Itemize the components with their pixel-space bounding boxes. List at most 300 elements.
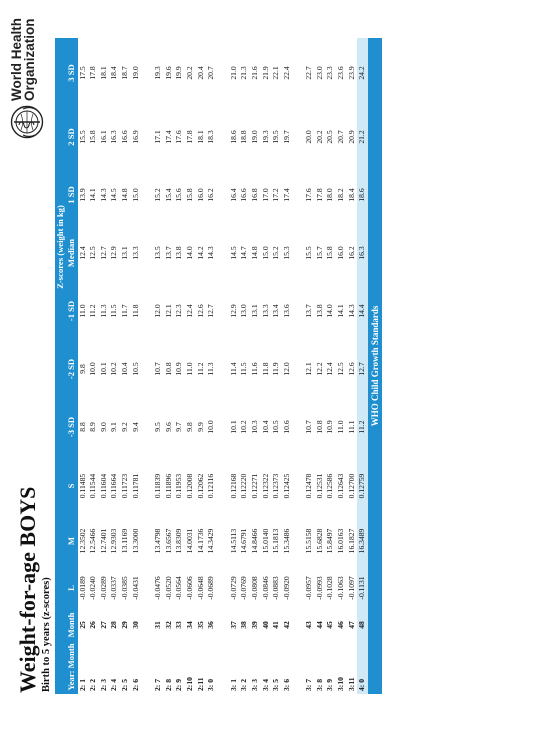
cell-s: 0.12759 — [357, 456, 368, 516]
cell-minus2sd: 11.0 — [185, 340, 196, 398]
cell-plus2sd: 16.3 — [109, 108, 120, 166]
cell-month: 35 — [196, 610, 207, 640]
cell-plus2sd: 16.9 — [131, 108, 142, 166]
cell-month: 34 — [185, 610, 196, 640]
cell-year-month: 3: 8 — [315, 640, 326, 694]
table-row — [261, 38, 272, 694]
cell-plus3sd: 22.7 — [304, 38, 315, 108]
who-emblem-icon — [10, 105, 44, 139]
cell-plus3sd: 20.4 — [196, 38, 207, 108]
cell-m: 13.6567 — [164, 516, 175, 566]
table-row — [88, 38, 99, 694]
organization-name — [10, 18, 36, 101]
cell-l: -0.0240 — [88, 566, 99, 610]
cell-s: 0.12586 — [325, 456, 336, 516]
cell-minus1sd: 13.6 — [282, 282, 293, 340]
cell-l: -0.1131 — [357, 566, 368, 610]
cell-l: -0.0808 — [250, 566, 261, 610]
cell-l: -0.0564 — [174, 566, 185, 610]
cell-minus1sd: 11.7 — [120, 282, 131, 340]
cell-s: 0.12116 — [206, 456, 217, 516]
cell-year-month: 2: 5 — [120, 640, 131, 694]
cell-median: 14.5 — [229, 224, 240, 282]
cell-minus2sd: 12.2 — [315, 340, 326, 398]
cell-plus1sd: 15.4 — [164, 166, 175, 224]
cell-minus1sd: 12.4 — [185, 282, 196, 340]
cell-year-month: 3: 6 — [282, 640, 293, 694]
cell-minus2sd: 12.1 — [304, 340, 315, 398]
cell-plus3sd: 21.3 — [239, 38, 250, 108]
cell-s: 0.11485 — [78, 456, 89, 516]
cell-minus2sd: 12.0 — [282, 340, 293, 398]
cell-plus2sd: 21.2 — [357, 108, 368, 166]
cell-month: 46 — [336, 610, 347, 640]
cell-m: 15.8497 — [325, 516, 336, 566]
cell-month: 44 — [315, 610, 326, 640]
cell-l: -0.0385 — [120, 566, 131, 610]
cell-median: 15.3 — [282, 224, 293, 282]
cell-l: -0.0769 — [239, 566, 250, 610]
cell-m: 13.3000 — [131, 516, 142, 566]
cell-median: 12.7 — [99, 224, 110, 282]
cell-minus2sd: 10.0 — [88, 340, 99, 398]
column-header-row — [66, 38, 78, 694]
col-header-month: Month — [66, 610, 78, 640]
cell-minus1sd: 13.7 — [304, 282, 315, 340]
cell-minus3sd: 9.0 — [99, 398, 110, 456]
cell-median: 15.0 — [261, 224, 272, 282]
cell-s: 0.12373 — [271, 456, 282, 516]
cell-plus1sd: 17.2 — [271, 166, 282, 224]
cell-m: 15.3486 — [282, 516, 293, 566]
cell-month: 26 — [88, 610, 99, 640]
cell-s: 0.11723 — [120, 456, 131, 516]
table-row — [325, 38, 336, 694]
cell-plus2sd: 15.8 — [88, 108, 99, 166]
cell-minus2sd: 10.8 — [164, 340, 175, 398]
row-spacer — [292, 38, 304, 694]
cell-plus3sd: 23.0 — [315, 38, 326, 108]
cell-s: 0.12700 — [347, 456, 358, 516]
cell-m: 13.8309 — [174, 516, 185, 566]
cell-year-month: 2: 6 — [131, 640, 142, 694]
cell-minus1sd: 11.3 — [99, 282, 110, 340]
cell-median: 13.7 — [164, 224, 175, 282]
cell-minus1sd: 13.4 — [271, 282, 282, 340]
cell-m: 14.0031 — [185, 516, 196, 566]
cell-s: 0.11953 — [174, 456, 185, 516]
cell-minus3sd: 10.2 — [239, 398, 250, 456]
cell-minus1sd: 13.3 — [261, 282, 272, 340]
cell-plus2sd: 15.5 — [78, 108, 89, 166]
cell-median: 15.2 — [271, 224, 282, 282]
cell-s: 0.11781 — [131, 456, 142, 516]
cell-median: 16.3 — [357, 224, 368, 282]
cell-minus3sd: 10.5 — [271, 398, 282, 456]
table-row — [131, 38, 142, 694]
cell-l: -0.1028 — [325, 566, 336, 610]
cell-plus3sd: 17.8 — [88, 38, 99, 108]
cell-month: 25 — [78, 610, 89, 640]
cell-m: 12.7401 — [99, 516, 110, 566]
cell-plus3sd: 18.4 — [109, 38, 120, 108]
cell-plus2sd: 18.8 — [239, 108, 250, 166]
cell-year-month: 2: 3 — [99, 640, 110, 694]
cell-year-month: 3:11 — [347, 640, 358, 694]
cell-minus3sd: 11.2 — [357, 398, 368, 456]
cell-l: -0.0337 — [109, 566, 120, 610]
cell-median: 14.7 — [239, 224, 250, 282]
cell-median: 14.2 — [196, 224, 207, 282]
cell-minus3sd: 9.9 — [196, 398, 207, 456]
cell-plus3sd: 19.9 — [174, 38, 185, 108]
cell-year-month: 3: 2 — [239, 640, 250, 694]
cell-plus3sd: 24.2 — [357, 38, 368, 108]
cell-m: 13.1169 — [120, 516, 131, 566]
page-title: Weight-for-age BOYS — [15, 486, 40, 693]
table-row — [282, 38, 293, 694]
cell-plus2sd: 20.0 — [304, 108, 315, 166]
table-row — [336, 38, 347, 694]
table-row — [99, 38, 110, 694]
cell-plus3sd: 21.9 — [261, 38, 272, 108]
header-spacer — [55, 456, 66, 694]
cell-s: 0.12062 — [196, 456, 207, 516]
cell-plus1sd: 15.0 — [131, 166, 142, 224]
cell-minus2sd: 11.5 — [239, 340, 250, 398]
cell-s: 0.12168 — [229, 456, 240, 516]
cell-plus3sd: 20.7 — [206, 38, 217, 108]
cell-plus1sd: 18.6 — [357, 166, 368, 224]
cell-minus2sd: 10.2 — [109, 340, 120, 398]
cell-median: 13.3 — [131, 224, 142, 282]
cell-median: 12.4 — [78, 224, 89, 282]
cell-minus3sd: 10.9 — [325, 398, 336, 456]
cell-minus2sd: 12.4 — [325, 340, 336, 398]
table-row — [196, 38, 207, 694]
cell-l: -0.0729 — [229, 566, 240, 610]
cell-plus1sd: 13.9 — [78, 166, 89, 224]
cell-plus3sd: 23.3 — [325, 38, 336, 108]
cell-s: 0.11896 — [164, 456, 175, 516]
table-row — [271, 38, 282, 694]
cell-median: 14.8 — [250, 224, 261, 282]
cell-minus3sd: 10.1 — [229, 398, 240, 456]
cell-m: 14.6791 — [239, 516, 250, 566]
cell-plus3sd: 19.3 — [153, 38, 164, 108]
cell-s: 0.11604 — [99, 456, 110, 516]
cell-plus1sd: 17.6 — [304, 166, 315, 224]
col-header-l: L — [66, 566, 78, 610]
cell-plus3sd: 18.7 — [120, 38, 131, 108]
cell-l: -0.0993 — [315, 566, 326, 610]
cell-m: 13.4798 — [153, 516, 164, 566]
cell-month: 36 — [206, 610, 217, 640]
cell-plus3sd: 17.5 — [78, 38, 89, 108]
cell-plus3sd: 22.4 — [282, 38, 293, 108]
cell-m: 15.1813 — [271, 516, 282, 566]
cell-minus3sd: 9.4 — [131, 398, 142, 456]
cell-m: 14.5113 — [229, 516, 240, 566]
cell-minus2sd: 11.8 — [261, 340, 272, 398]
cell-l: -0.1063 — [336, 566, 347, 610]
weight-for-age-table — [55, 38, 382, 694]
cell-median: 15.7 — [315, 224, 326, 282]
cell-month: 39 — [250, 610, 261, 640]
cell-plus2sd: 17.6 — [174, 108, 185, 166]
cell-plus2sd: 16.1 — [99, 108, 110, 166]
cell-s: 0.12322 — [261, 456, 272, 516]
cell-l: -0.0520 — [164, 566, 175, 610]
cell-year-month: 2: 2 — [88, 640, 99, 694]
cell-month: 48 — [357, 610, 368, 640]
cell-l: -0.0689 — [206, 566, 217, 610]
cell-median: 14.0 — [185, 224, 196, 282]
row-spacer — [217, 38, 229, 694]
cell-plus1sd: 15.6 — [174, 166, 185, 224]
table-row — [304, 38, 315, 694]
cell-month: 37 — [229, 610, 240, 640]
page-subtitle: Birth to 5 years (z-scores) — [41, 577, 52, 692]
cell-minus2sd: 11.4 — [229, 340, 240, 398]
cell-m: 12.3502 — [78, 516, 89, 566]
table-row — [239, 38, 250, 694]
cell-year-month: 2: 1 — [78, 640, 89, 694]
cell-minus3sd: 9.1 — [109, 398, 120, 456]
table-row — [206, 38, 217, 694]
cell-plus1sd: 14.3 — [99, 166, 110, 224]
cell-month: 28 — [109, 610, 120, 640]
cell-minus1sd: 11.2 — [88, 282, 99, 340]
cell-plus1sd: 14.8 — [120, 166, 131, 224]
cell-minus1sd: 12.9 — [229, 282, 240, 340]
cell-year-month: 2: 9 — [174, 640, 185, 694]
cell-minus3sd: 8.8 — [78, 398, 89, 456]
cell-minus2sd: 10.9 — [174, 340, 185, 398]
cell-minus1sd: 12.6 — [196, 282, 207, 340]
cell-median: 12.9 — [109, 224, 120, 282]
cell-year-month: 2:10 — [185, 640, 196, 694]
cell-minus2sd: 11.9 — [271, 340, 282, 398]
cell-plus2sd: 20.9 — [347, 108, 358, 166]
cell-plus3sd: 21.6 — [250, 38, 261, 108]
cell-minus3sd: 10.8 — [315, 398, 326, 456]
cell-m: 15.6828 — [315, 516, 326, 566]
cell-year-month: 3: 9 — [325, 640, 336, 694]
cell-median: 15.5 — [304, 224, 315, 282]
cell-l: -0.0920 — [282, 566, 293, 610]
cell-plus2sd: 20.5 — [325, 108, 336, 166]
cell-minus2sd: 9.8 — [78, 340, 89, 398]
col-header-minus1sd: -1 SD — [66, 282, 78, 340]
cell-minus3sd: 9.5 — [153, 398, 164, 456]
cell-s: 0.11664 — [109, 456, 120, 516]
cell-minus3sd: 9.7 — [174, 398, 185, 456]
table-row — [78, 38, 89, 694]
cell-plus1sd: 18.4 — [347, 166, 358, 224]
table-row — [357, 38, 368, 694]
cell-month: 47 — [347, 610, 358, 640]
cell-month: 45 — [325, 610, 336, 640]
cell-median: 13.5 — [153, 224, 164, 282]
cell-minus3sd: 10.0 — [206, 398, 217, 456]
cell-m: 16.3489 — [357, 516, 368, 566]
cell-l: -0.0289 — [99, 566, 110, 610]
cell-minus1sd: 14.4 — [357, 282, 368, 340]
cell-minus1sd: 12.3 — [174, 282, 185, 340]
cell-plus1sd: 16.8 — [250, 166, 261, 224]
cell-plus2sd: 18.6 — [229, 108, 240, 166]
cell-plus2sd: 20.7 — [336, 108, 347, 166]
cell-minus2sd: 11.6 — [250, 340, 261, 398]
cell-plus3sd: 23.9 — [347, 38, 358, 108]
cell-s: 0.12220 — [239, 456, 250, 516]
cell-minus1sd: 11.8 — [131, 282, 142, 340]
cell-month: 41 — [271, 610, 282, 640]
table-row — [250, 38, 261, 694]
table-row — [185, 38, 196, 694]
col-header-s: S — [66, 456, 78, 516]
cell-plus2sd: 18.1 — [196, 108, 207, 166]
cell-plus1sd: 15.8 — [185, 166, 196, 224]
cell-plus1sd: 14.1 — [88, 166, 99, 224]
cell-plus1sd: 16.4 — [229, 166, 240, 224]
cell-minus1sd: 14.0 — [325, 282, 336, 340]
cell-median: 12.5 — [88, 224, 99, 282]
cell-month: 30 — [131, 610, 142, 640]
cell-s: 0.12008 — [185, 456, 196, 516]
cell-minus3sd: 10.7 — [304, 398, 315, 456]
cell-year-month: 3: 4 — [261, 640, 272, 694]
cell-plus1sd: 18.0 — [325, 166, 336, 224]
cell-s: 0.11839 — [153, 456, 164, 516]
cell-l: -0.1097 — [347, 566, 358, 610]
table-row — [347, 38, 358, 694]
cell-minus2sd: 10.1 — [99, 340, 110, 398]
cell-m: 12.9303 — [109, 516, 120, 566]
cell-l: -0.0846 — [261, 566, 272, 610]
cell-m: 12.5466 — [88, 516, 99, 566]
cell-l: -0.0476 — [153, 566, 164, 610]
cell-plus2sd: 19.5 — [271, 108, 282, 166]
col-header-minus2sd: -2 SD — [66, 340, 78, 398]
cell-plus2sd: 17.1 — [153, 108, 164, 166]
cell-minus1sd: 11.0 — [78, 282, 89, 340]
cell-year-month: 3: 1 — [229, 640, 240, 694]
table-body — [78, 38, 368, 694]
row-spacer-cell — [141, 38, 153, 694]
table-row — [229, 38, 240, 694]
cell-m: 16.0163 — [336, 516, 347, 566]
cell-plus1sd: 17.8 — [315, 166, 326, 224]
cell-minus3sd: 8.9 — [88, 398, 99, 456]
cell-year-month: 3: 5 — [271, 640, 282, 694]
row-spacer-cell — [217, 38, 229, 694]
organization-name-line1: World Health — [9, 17, 24, 101]
cell-minus1sd: 12.0 — [153, 282, 164, 340]
cell-m: 14.8466 — [250, 516, 261, 566]
cell-month: 38 — [239, 610, 250, 640]
table-row — [120, 38, 131, 694]
row-spacer-cell — [292, 38, 304, 694]
cell-median: 13.1 — [120, 224, 131, 282]
cell-plus2sd: 18.3 — [206, 108, 217, 166]
cell-year-month: 3: 7 — [304, 640, 315, 694]
cell-year-month: 3: 0 — [206, 640, 217, 694]
cell-minus2sd: 10.5 — [131, 340, 142, 398]
cell-minus2sd: 12.5 — [336, 340, 347, 398]
cell-year-month: 2:11 — [196, 640, 207, 694]
cell-minus1sd: 13.0 — [239, 282, 250, 340]
cell-year-month: 2: 8 — [164, 640, 175, 694]
cell-l: -0.0957 — [304, 566, 315, 610]
cell-plus1sd: 14.5 — [109, 166, 120, 224]
cell-plus3sd: 19.6 — [164, 38, 175, 108]
cell-median: 13.8 — [174, 224, 185, 282]
cell-median: 16.2 — [347, 224, 358, 282]
cell-plus1sd: 15.2 — [153, 166, 164, 224]
cell-l: -0.0606 — [185, 566, 196, 610]
cell-month: 32 — [164, 610, 175, 640]
cell-median: 15.8 — [325, 224, 336, 282]
col-header-minus3sd: -3 SD — [66, 398, 78, 456]
table-row — [153, 38, 164, 694]
cell-minus2sd: 11.3 — [206, 340, 217, 398]
cell-plus3sd: 21.0 — [229, 38, 240, 108]
cell-s: 0.12531 — [315, 456, 326, 516]
cell-plus3sd: 22.1 — [271, 38, 282, 108]
cell-minus3sd: 9.6 — [164, 398, 175, 456]
cell-plus3sd: 18.1 — [99, 38, 110, 108]
cell-minus3sd: 10.4 — [261, 398, 272, 456]
table-row — [315, 38, 326, 694]
cell-plus1sd: 16.0 — [196, 166, 207, 224]
col-header-plus3sd: 3 SD — [66, 38, 78, 108]
cell-minus1sd: 13.8 — [315, 282, 326, 340]
cell-plus2sd: 19.7 — [282, 108, 293, 166]
cell-minus2sd: 10.7 — [153, 340, 164, 398]
col-header-year-month: Year: Month — [66, 640, 78, 694]
cell-minus3sd: 10.3 — [250, 398, 261, 456]
cell-month: 29 — [120, 610, 131, 640]
cell-minus3sd: 9.2 — [120, 398, 131, 456]
col-header-plus1sd: 1 SD — [66, 166, 78, 224]
cell-plus2sd: 20.2 — [315, 108, 326, 166]
table-row — [174, 38, 185, 694]
cell-l: -0.0189 — [78, 566, 89, 610]
col-header-plus2sd: 2 SD — [66, 108, 78, 166]
cell-plus3sd: 20.2 — [185, 38, 196, 108]
cell-s: 0.12478 — [304, 456, 315, 516]
cell-month: 33 — [174, 610, 185, 640]
cell-l: -0.0883 — [271, 566, 282, 610]
table-footer: WHO Child Growth Standards — [368, 38, 382, 694]
table-row — [109, 38, 120, 694]
cell-median: 16.0 — [336, 224, 347, 282]
cell-plus3sd: 19.0 — [131, 38, 142, 108]
cell-minus1sd: 14.1 — [336, 282, 347, 340]
cell-l: -0.0431 — [131, 566, 142, 610]
cell-l: -0.0648 — [196, 566, 207, 610]
col-header-m: M — [66, 516, 78, 566]
cell-minus1sd: 14.3 — [347, 282, 358, 340]
cell-m: 15.5158 — [304, 516, 315, 566]
cell-month: 31 — [153, 610, 164, 640]
cell-plus2sd: 19.3 — [261, 108, 272, 166]
cell-median: 14.3 — [206, 224, 217, 282]
cell-year-month: 3:10 — [336, 640, 347, 694]
cell-m: 14.3429 — [206, 516, 217, 566]
